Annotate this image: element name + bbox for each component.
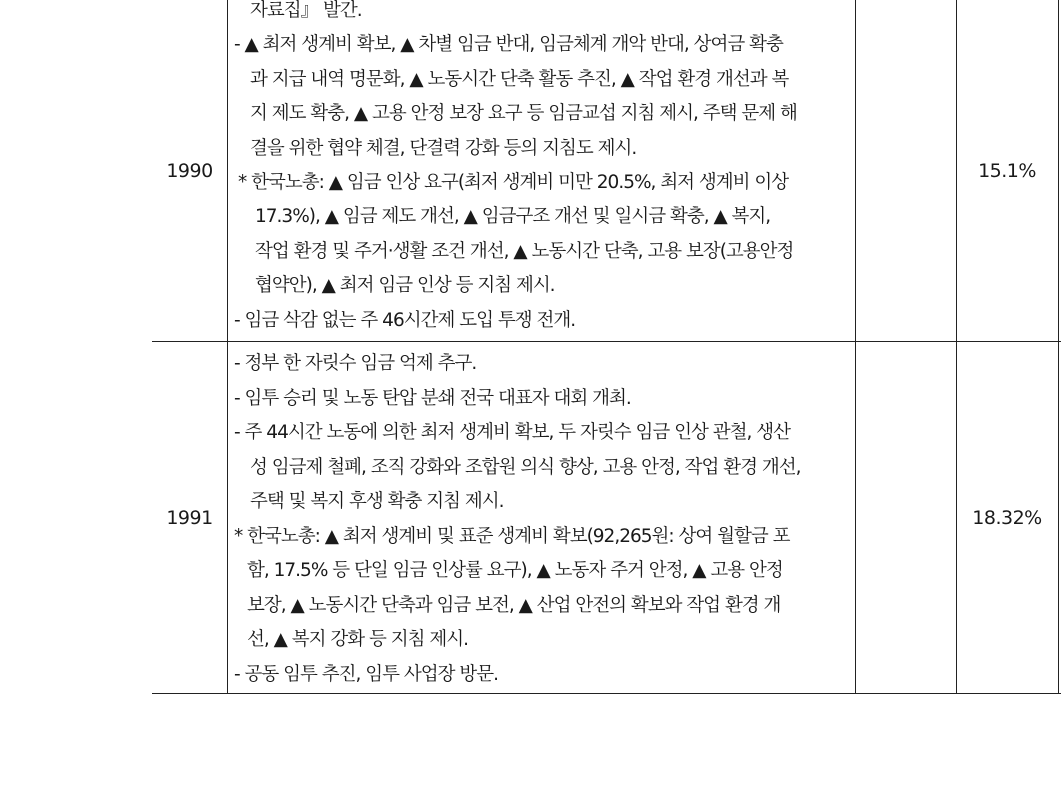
content-line: - 임투 승리 및 노동 탄압 분쇄 전국 대표자 대회 개최.: [234, 387, 631, 409]
content-line: 지 제도 확충, ▲ 고용 안정 보장 요구 등 임금교섭 지침 제시, 주택 문제 해: [250, 103, 797, 125]
column-divider: [1058, 342, 1059, 693]
column-divider: [227, 0, 228, 341]
column-divider: [227, 342, 228, 693]
content-line: - ▲ 최저 생계비 확보, ▲ 차별 임금 반대, 임금체계 개악 반대, 상여금 확충: [234, 34, 783, 56]
content-line: - 주 44시간 노동에 의한 최저 생계비 확보, 두 자릿수 임금 인상 관철, 생산: [234, 422, 790, 443]
content-line: - 공동 임투 추진, 임투 사업장 방문.: [234, 663, 499, 685]
column-divider: [855, 342, 856, 693]
rate-cell: 15.1%: [978, 159, 1036, 182]
column-divider: [1058, 0, 1059, 341]
rate-cell: 18.32%: [972, 506, 1042, 529]
content-line: 성 임금제 철폐, 조직 강화와 조합원 의식 향상, 고용 안정, 작업 환경 개선,: [250, 456, 801, 478]
content-line: 협약안), ▲ 최저 임금 인상 등 지침 제시.: [255, 275, 555, 297]
content-cell: [234, 347, 846, 692]
content-cell: [234, 0, 846, 338]
content-line: * 한국노총: ▲ 최저 생계비 및 표준 생계비 확보(92,265원: 상여 월할금 포: [234, 525, 790, 547]
content-line: 17.3%), ▲ 임금 제도 개선, ▲ 임금구조 개선 및 일시금 확충, ▲ 복지,: [255, 206, 771, 228]
content-line: 선, ▲ 복지 강화 등 지침 제시.: [247, 629, 468, 650]
content-line: 자료집』 발간.: [250, 0, 362, 21]
content-line: 주택 및 복지 후생 확충 지침 제시.: [250, 491, 504, 512]
content-line: * 한국노총: ▲ 임금 인상 요구(최저 생계비 미만 20.5%, 최저 생계비 이상: [238, 171, 789, 193]
content-line: 함, 17.5% 등 단일 임금 인상률 요구), ▲ 노동자 주거 안정, ▲ 고용 안정: [247, 560, 783, 581]
column-divider: [855, 0, 856, 341]
year-cell: 1990: [166, 159, 213, 182]
content-line: - 정부 한 자릿수 임금 억제 추구.: [234, 353, 477, 374]
year-cell: 1991: [166, 506, 213, 529]
content-line: 결을 위한 협약 체결, 단결력 강화 등의 지침도 제시.: [250, 137, 637, 159]
content-line: 보장, ▲ 노동시간 단축과 임금 보전, ▲ 산업 안전의 확보와 작업 환경 개: [247, 594, 781, 616]
wage-history-table: [152, 0, 1061, 694]
table-row: [152, 342, 1061, 694]
content-line: - 임금 삭감 없는 주 46시간제 도입 투쟁 전개.: [234, 309, 576, 331]
content-line: 과 지급 내역 명문화, ▲ 노동시간 단축 활동 추진, ▲ 작업 환경 개선과 복: [250, 68, 789, 90]
content-line: 작업 환경 및 주거·생활 조건 개선, ▲ 노동시간 단축, 고용 보장(고용안정: [255, 240, 794, 262]
table-row: [152, 0, 1061, 342]
